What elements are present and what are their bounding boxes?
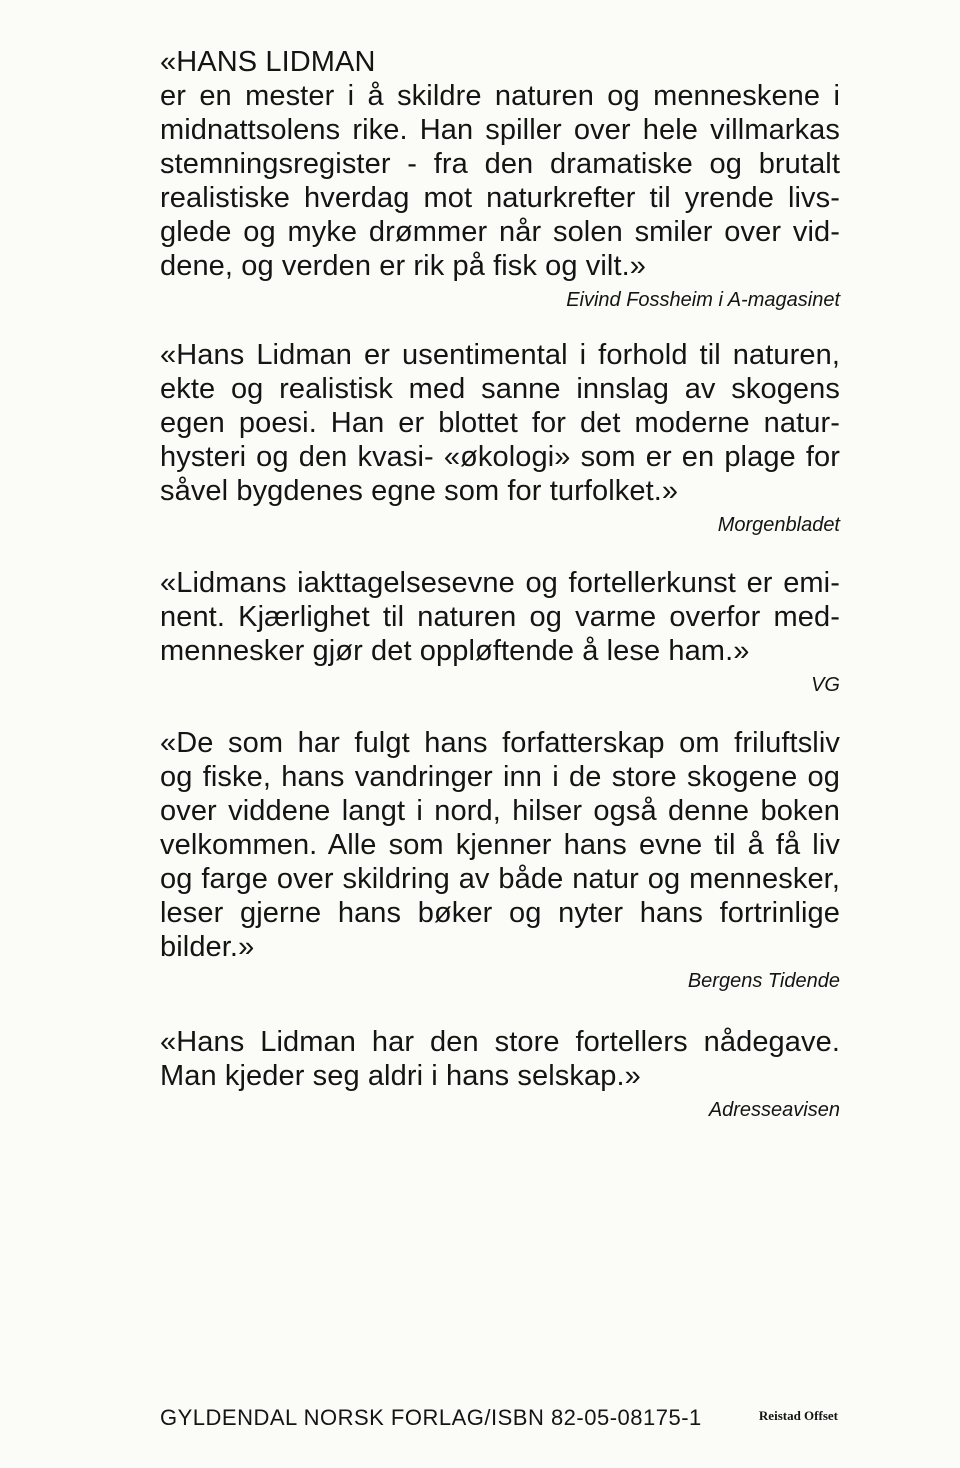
- quote-line: nent. Kjærlighet til naturen og varme overfor med-: [160, 601, 840, 633]
- quote-line: «Hans Lidman er usentimental i forhold til naturen,: [160, 339, 840, 371]
- quote-line: over viddene langt i nord, hilser også denne boken: [160, 795, 840, 827]
- quote-line: velkommen. Alle som kjenner hans evne til å få liv: [160, 829, 840, 861]
- quote-source: Eivind Fossheim i A-magasinet: [566, 289, 840, 311]
- quote-line: midnattsolens rike. Han spiller over hele villmarkas: [160, 114, 840, 146]
- quote-line: egen poesi. Han er blottet for det moderne natur-: [160, 407, 840, 439]
- quote-line: leser gjerne hans bøker og nyter hans fortrinlige: [160, 897, 840, 929]
- quote-line: «Hans Lidman har den store fortellers nådegave.: [160, 1026, 840, 1058]
- quote-line: mennesker gjør det oppløftende å lese ham.»: [160, 635, 750, 667]
- quote-line: dene, og verden er rik på fisk og vilt.»: [160, 250, 646, 282]
- quote-line: bilder.»: [160, 931, 255, 963]
- quote-line: «De som har fulgt hans forfatterskap om friluftsliv: [160, 727, 840, 759]
- quote-block-5: [160, 1025, 840, 1123]
- quote-line: såvel bygdenes egne som for turfolket.»: [160, 475, 679, 507]
- quote-line: stemningsregister - fra den dramatiske og brutalt: [160, 148, 840, 180]
- quote-source: VG: [811, 674, 840, 696]
- quote-block-1: [160, 45, 840, 313]
- quote-line: glede og myke drømmer når solen smiler over vid-: [160, 216, 840, 248]
- publisher-isbn: GYLDENDAL NORSK FORLAG/ISBN 82-05-08175-1: [160, 1405, 702, 1430]
- quote-line: og fiske, hans vandringer inn i de store skogene og: [160, 761, 840, 793]
- quote-block-3: [160, 566, 840, 698]
- quote-line: Man kjeder seg aldri i hans selskap.»: [160, 1060, 641, 1092]
- quote-source: Morgenbladet: [717, 514, 840, 536]
- printer-credit: Reistad Offset: [758, 1408, 838, 1423]
- quote-line: er en mester i å skildre naturen og menneskene i: [160, 80, 840, 112]
- quote-line: ekte og realistisk med sanne innslag av skogens: [160, 373, 840, 405]
- quote-block-2: [160, 338, 840, 538]
- quote-line: realistiske hverdag mot naturkrefter til yrende livs-: [160, 182, 840, 214]
- quote-line: og farge over skildring av både natur og mennesker,: [160, 863, 840, 895]
- quote-line: hysteri og den kvasi- «økologi» som er en plage for: [160, 441, 840, 473]
- quote-block-4: [160, 726, 840, 994]
- quote-source: Adresseavisen: [708, 1099, 840, 1121]
- quote-line: «Lidmans iakttagelsesevne og fortellerkunst er emi-: [160, 567, 840, 599]
- quote-line: «HANS LIDMAN: [160, 46, 376, 78]
- quote-source: Bergens Tidende: [687, 970, 840, 992]
